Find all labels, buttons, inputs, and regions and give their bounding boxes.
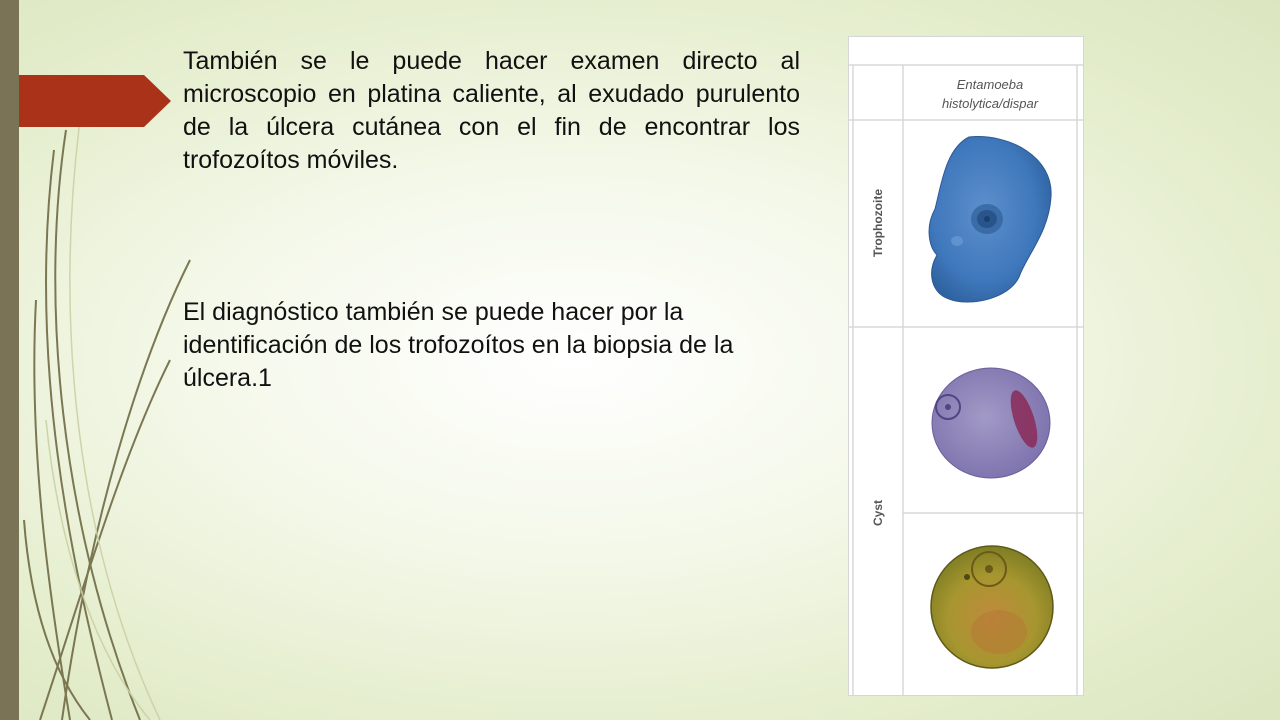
- trophozoite-cell-image: [929, 137, 1051, 302]
- figure-header-line-1: Entamoeba: [956, 77, 1024, 92]
- row-label-cyst: Cyst: [871, 499, 885, 527]
- row-label-trophozoite: Trophozoite: [871, 189, 885, 257]
- entamoeba-figure: [848, 36, 1084, 696]
- figure-header-line-2: histolytica/dispar: [941, 96, 1039, 111]
- decor-curve-light-1: [70, 120, 160, 720]
- accent-arrow-tab: [19, 75, 171, 127]
- cyst-cell-image-yellow: [931, 546, 1053, 668]
- cyst-cell-image-purple: [932, 368, 1050, 478]
- decor-curve-6: [24, 520, 90, 720]
- decor-curve-5: [40, 360, 170, 720]
- decor-curve-4: [62, 260, 190, 720]
- decor-curve-3: [34, 300, 70, 720]
- paragraph-biopsy-diagnosis: El diagnóstico también se puede hacer por la identificación de los trofozoítos en la biopsia de la úlcera.1: [183, 298, 734, 392]
- paragraph-direct-exam: También se le puede hacer examen directo al microscopio en platina caliente, al exudado purulento de la úlcera cutánea con el fin de encontrar los trofozoítos móviles.: [183, 47, 800, 174]
